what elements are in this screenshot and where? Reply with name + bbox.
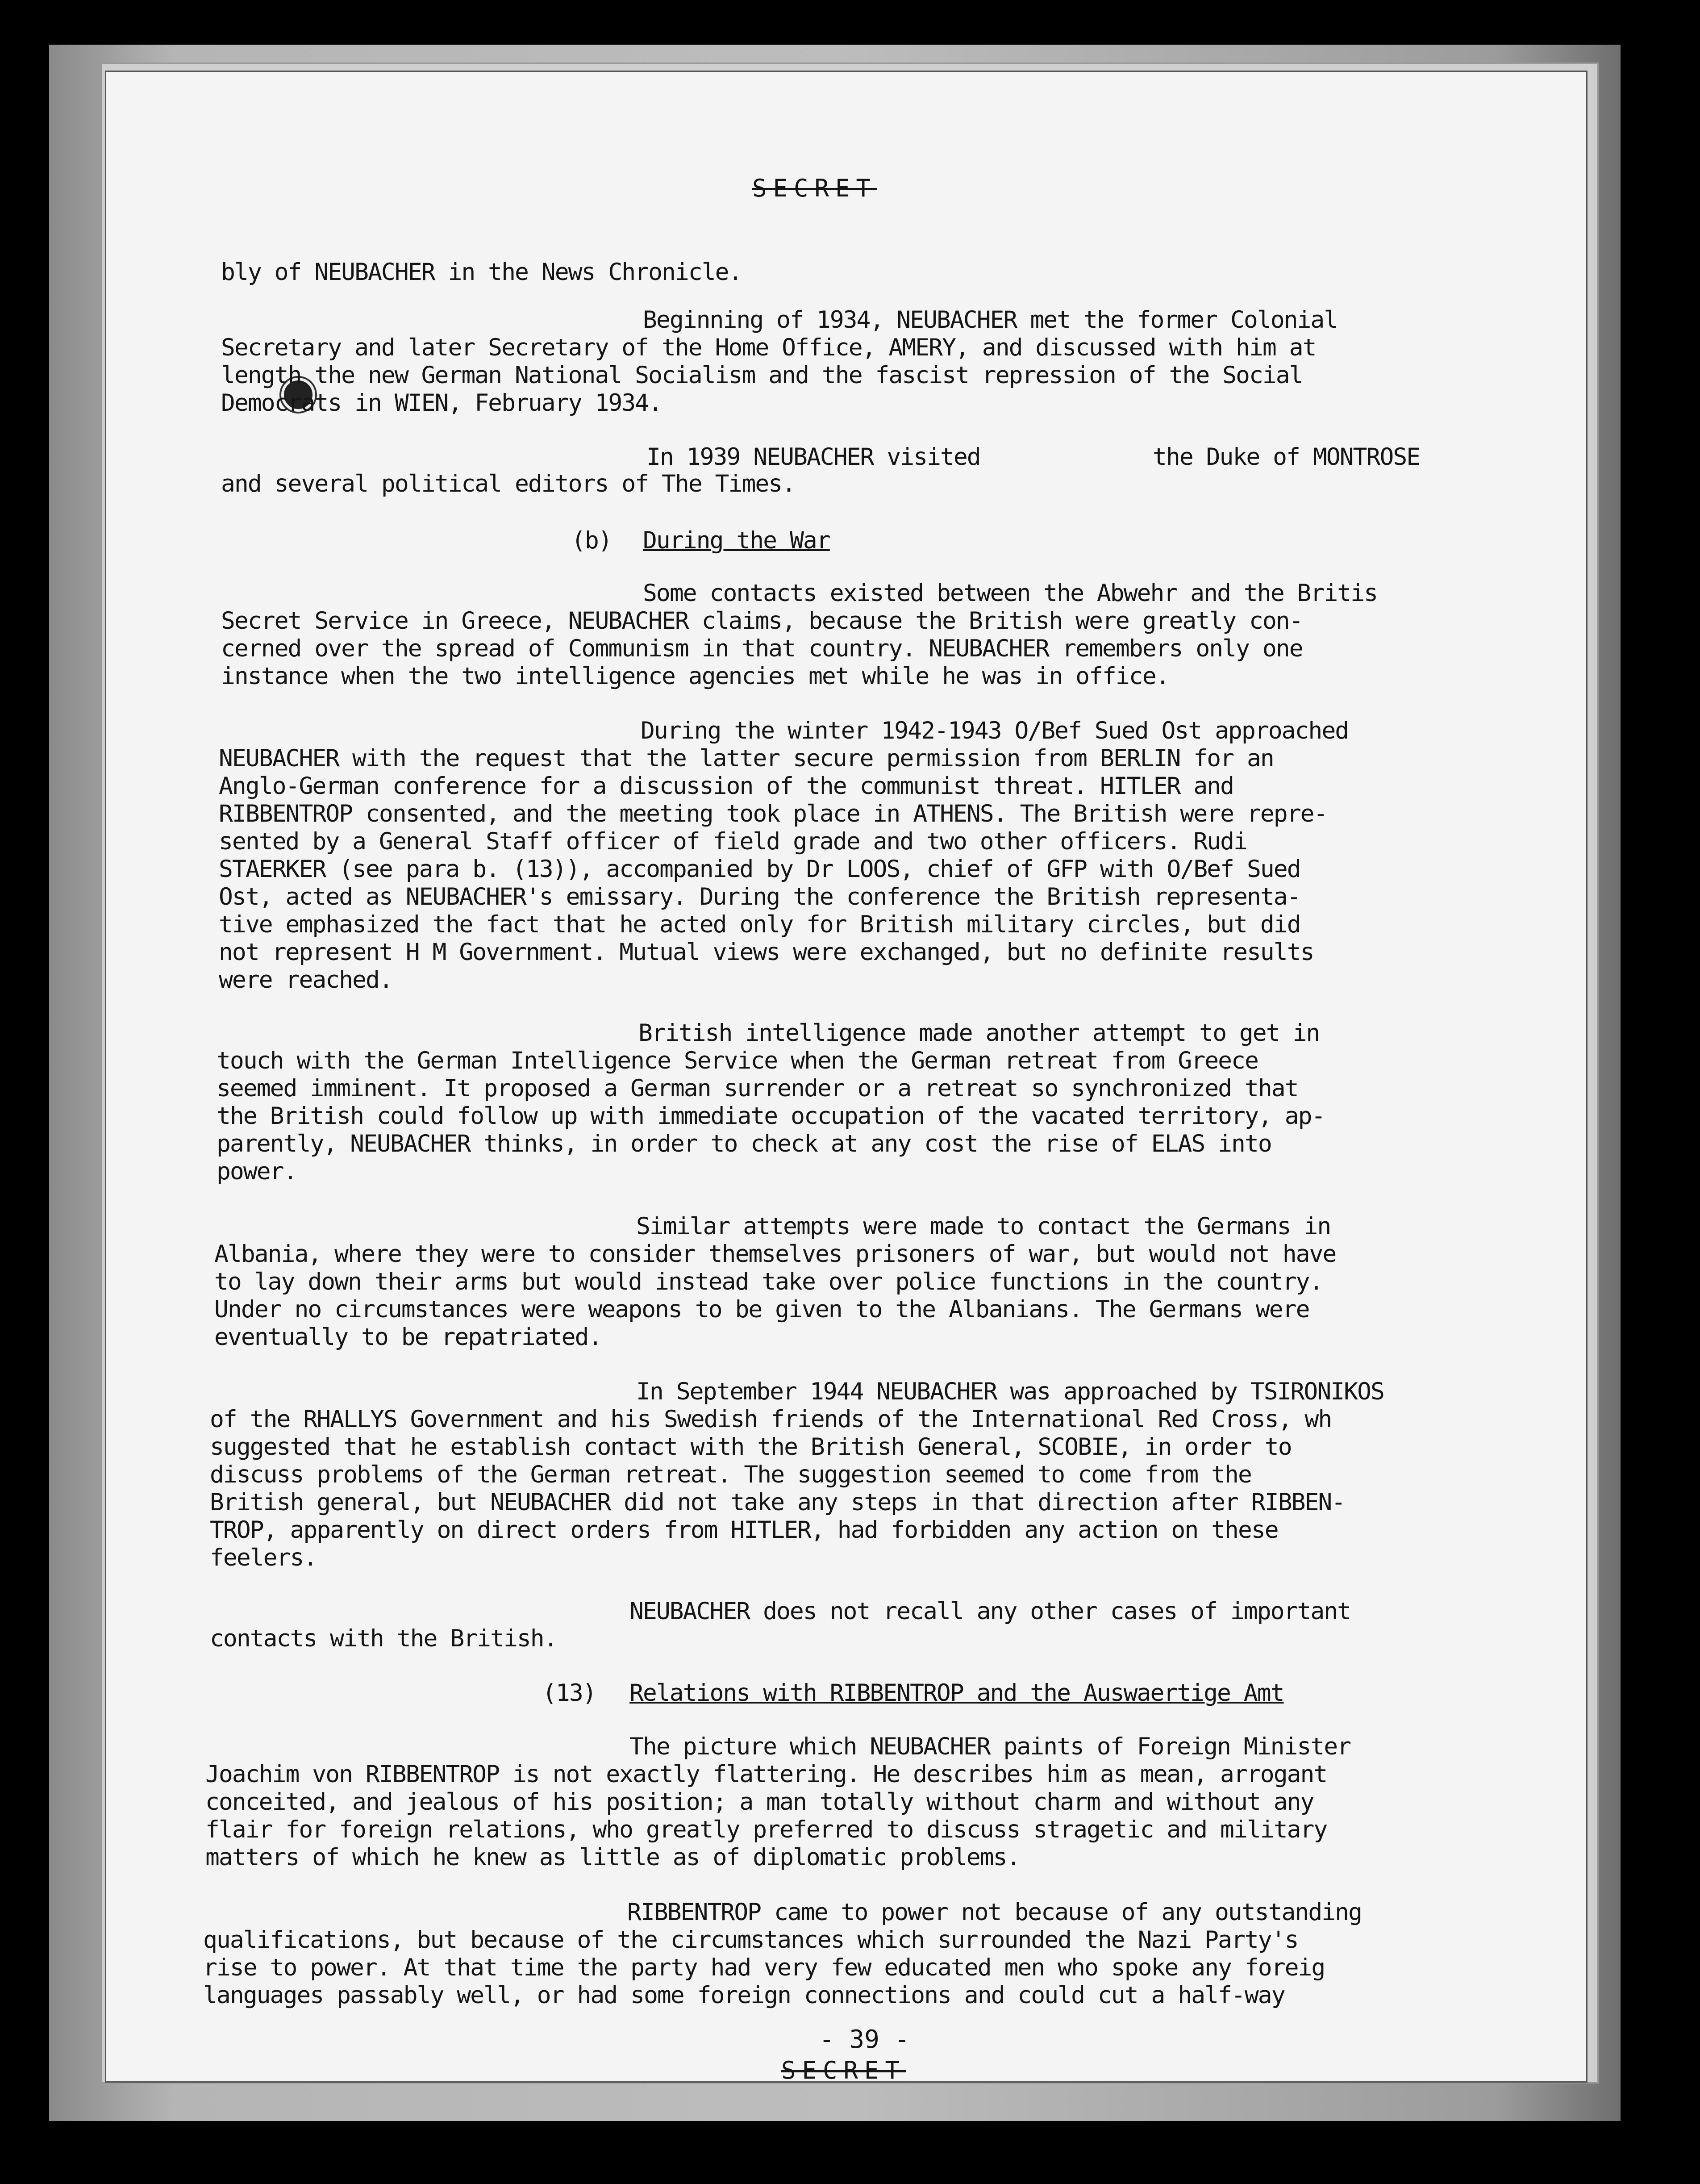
text-line: conceited, and jealous of his position; a man totally without charm and without any (205, 1788, 1314, 1816)
text-line: RIBBENTROP consented, and the meeting took place in ATHENS. The British were repre- (219, 800, 1327, 827)
section-heading: Relations with RIBBENTROP and the Auswaertige Amt (629, 1679, 1284, 1707)
text-line: Anglo-German conference for a discussion of the communist threat. HITLER and (219, 773, 1234, 800)
text-line: Beginning of 1934, NEUBACHER met the former Colonial (643, 306, 1338, 334)
text-line: of the RHALLYS Government and his Swedish friends of the International Red Cross, wh (210, 1406, 1332, 1433)
text-line: In 1939 NEUBACHER visited (646, 443, 980, 471)
text-line: eventually to be repatriated. (214, 1324, 602, 1351)
text-line: to lay down their arms but would instead take over police functions in the country. (214, 1268, 1323, 1295)
text-line: the Duke of MONTROSE (1153, 443, 1420, 471)
text-line: suggested that he establish contact with the British General, SCOBIE, in order to (210, 1433, 1292, 1461)
text-line: the British could follow up with immediate occupation of the vacated territory, ap- (217, 1102, 1325, 1130)
text-line: Albania, where they were to consider themselves prisoners of war, but would not have (214, 1240, 1336, 1268)
section-number: (b) (571, 527, 612, 554)
text-line: matters of which he knew as little as of diplomatic problems. (205, 1844, 1020, 1871)
text-line: NEUBACHER does not recall any other cases of important (629, 1598, 1351, 1625)
text-line: seemed imminent. It proposed a German surrender or a retreat so synchronized that (217, 1075, 1298, 1102)
text-line: In September 1944 NEUBACHER was approached by TSIRONIKOS (636, 1378, 1384, 1405)
header-classification: SECRET (752, 174, 877, 202)
text-line: languages passably well, or had some foreign connections and could cut a half-way (203, 1982, 1285, 2009)
text-line: Secret Service in Greece, NEUBACHER claims, because the British were greatly con- (221, 607, 1303, 635)
text-line: Similar attempts were made to contact the Germans in (636, 1213, 1331, 1240)
text-line: TROP, apparently on direct orders from HITLER, had forbidden any action on these (210, 1516, 1278, 1544)
text-line: qualifications, but because of the circumstances which surrounded the Nazi Party's (203, 1926, 1298, 1954)
text-line: power. (217, 1158, 297, 1185)
text-line: bly of NEUBACHER in the News Chronicle. (221, 259, 742, 286)
text-line: sented by a General Staff officer of field grade and two other officers. Rudi (219, 828, 1247, 855)
section-heading: During the War (643, 527, 830, 554)
text-line: RIBBENTROP came to power not because of any outstanding (627, 1899, 1362, 1926)
text-line: Some contacts existed between the Abwehr and the Britis (643, 580, 1377, 607)
section-number: (13) (542, 1679, 596, 1707)
text-line: During the winter 1942-1943 O/Bef Sued Ost approached (641, 717, 1349, 744)
text-line: cerned over the spread of Communism in that country. NEUBACHER remembers only one (221, 635, 1303, 662)
text-line: tive emphasized the fact that he acted only for British military circles, but did (219, 911, 1300, 938)
text-line: were reached. (219, 966, 392, 994)
text-line: Joachim von RIBBENTROP is not exactly flattering. He describes him as mean, arrogant (205, 1761, 1327, 1788)
text-line: NEUBACHER with the request that the latter secure permission from BERLIN for an (219, 745, 1274, 772)
text-line: instance when the two intelligence agencies met while he was in office. (221, 663, 1169, 690)
text-line: parently, NEUBACHER thinks, in order to check at any cost the rise of ELAS into (217, 1130, 1271, 1157)
page-number: - 39 - (819, 2025, 910, 2054)
text-line: contacts with the British. (210, 1625, 557, 1652)
text-line: discuss problems of the German retreat. The suggestion seemed to come from the (210, 1461, 1251, 1488)
text-line: STAERKER (see para b. (13)), accompanied by Dr LOOS, chief of GFP with O/Bef Sued (219, 856, 1300, 883)
text-line: length the new German National Socialism and the fascist repression of the Social (221, 362, 1303, 389)
text-line: flair for foreign relations, who greatly preferred to discuss stragetic and military (205, 1816, 1327, 1843)
text-line: Secretary and later Secretary of the Home Office, AMERY, and discussed with him at (221, 334, 1316, 361)
text-line: Ost, acted as NEUBACHER's emissary. During the conference the British representa- (219, 883, 1300, 910)
text-line: rise to power. At that time the party had very few educated men who spoke any foreig (203, 1954, 1325, 1981)
footer-classification: SECRET (781, 2056, 906, 2084)
text-line: feelers. (210, 1544, 317, 1571)
text-line: Under no circumstances were weapons to be given to the Albanians. The Germans were (214, 1296, 1309, 1323)
text-line: and several political editors of The Times. (221, 470, 796, 497)
text-line: touch with the German Intelligence Service when the German retreat from Greece (217, 1047, 1258, 1074)
text-line: British general, but NEUBACHER did not take any steps in that direction after RIBBEN- (210, 1489, 1345, 1516)
text-line: British intelligence made another attempt to get in (638, 1019, 1320, 1047)
text-line: not represent H M Government. Mutual views were exchanged, but no definite results (219, 939, 1314, 966)
text-line: Democrats in WIEN, February 1934. (221, 389, 662, 417)
text-line: The picture which NEUBACHER paints of Foreign Minister (629, 1733, 1351, 1760)
